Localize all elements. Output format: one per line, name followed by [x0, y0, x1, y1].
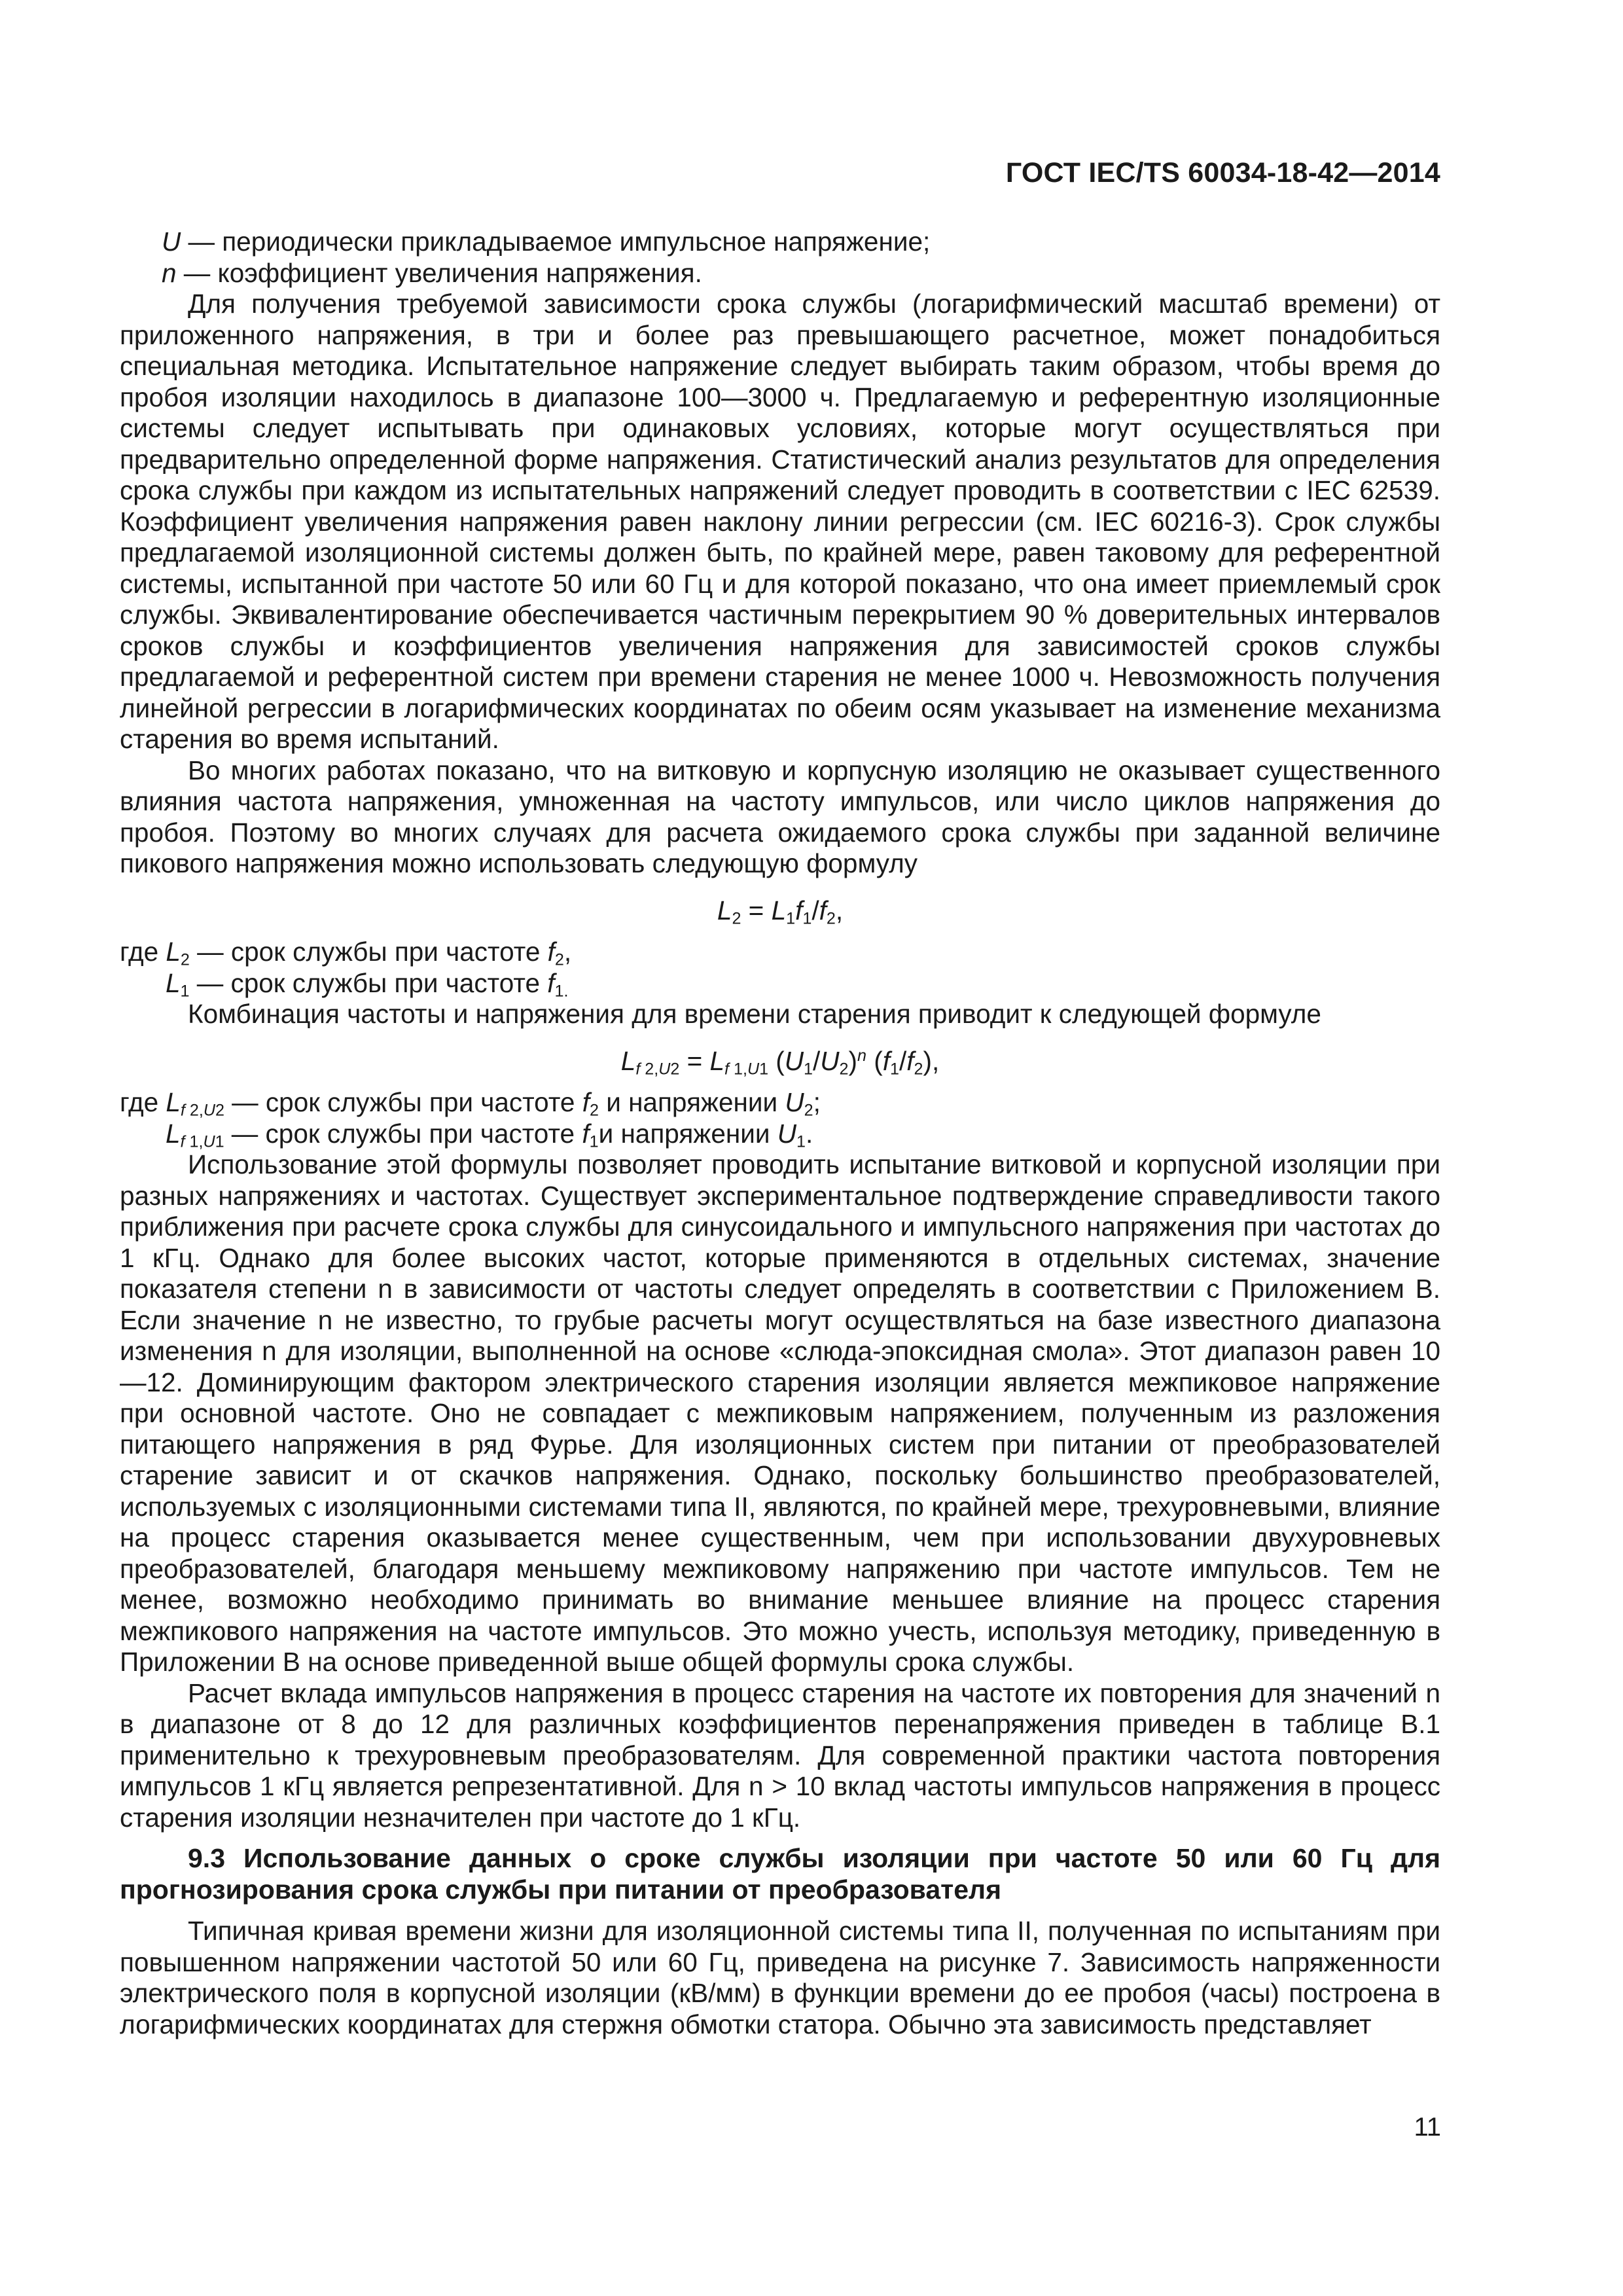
page-number: 11	[1414, 2113, 1441, 2142]
section-heading-9-3: 9.3 Использование данных о сроке службы изоляции при частоте 50 или 60 Гц для прогнозирования срока службы при питании от преобразователя	[120, 1843, 1440, 1905]
where2-line2-mid: и напряжении	[598, 1118, 777, 1149]
symbol-n: n	[162, 257, 177, 288]
symbol-u: U	[162, 226, 181, 257]
definition-u-text: — периодически прикладываемое импульсное напряжение;	[181, 226, 931, 257]
where1-line2-text: — срок службы при частоте	[189, 967, 548, 998]
page-content	[120, 226, 1440, 2040]
formula-1: $L_2 = L_1f_1/f_2$,	[717, 895, 844, 927]
where2-line1-mid: и напряжении	[598, 1087, 785, 1117]
where2-line1: где $L_{f 2,U2}$ — срок службы при частоте $f_2$ и напряжении $U_2$;	[120, 1087, 821, 1120]
paragraph-5: Расчет вклада импульсов напряжения в процесс старения на частоте их повторения для значений n в диапазоне от 8 до 12 для различных коэффициентов перенапряжения приведен в таблице В.1 применительно к трехуровневым преобразователям. Для современной практики частота повторения импульсов 1 кГц является репрезентативной. Для n > 10 вклад частоты импульсов напряжения в процесс старения изоляции незначителен при частоте до 1 кГц.	[120, 1677, 1440, 1833]
where2-prefix: где	[120, 1087, 166, 1117]
document-code-header: ГОСТ IEC/TS 60034-18-42—2014	[1005, 157, 1440, 188]
paragraph-2: Во многих работах показано, что на витковую и корпусную изоляцию не оказывает существенного влияния частота напряжения, умноженная на частоту импульсов, или число циклов напряжения до пробоя. Поэтому во многих случаях для расчета ожидаемого срока службы при заданной величине пикового напряжения можно использовать следующую формулу	[120, 755, 1440, 878]
where2-line2-text: — срок службы при частоте	[224, 1118, 582, 1149]
where2-line1-text: — срок службы при частоте	[224, 1087, 582, 1117]
paragraph-1: Для получения требуемой зависимости срока службы (логарифмический масштаб времени) от приложенного напряжения, в три и более раз превышающего расчетное, может понадобиться специальная методика. Испытательное напряжение следует выбирать таким образом, чтобы время до пробоя изоляции находилось в диапазоне 100—3000 ч. Предлагаемую и референтную изоляционные системы следует испытывать при одинаковых условиях, которые могут осуществляться при предварительно определенной форме напряжения. Статистический анализ результатов для определения срока службы при каждом из испытательных напряжений следует проводить в соответствии с IEC 62539. Коэффициент увеличения напряжения равен наклону линии регрессии (см. IEC 60216-3). Срок службы предлагаемой изоляционной системы должен быть, по крайней мере, равен таковому для референтной системы, испытанной при частоте 50 или 60 Гц и для которой показано, что она имеет приемлемый срок службы. Эквивалентирование обеспечивается частичным перекрытием 90 % доверительных интервалов сроков службы и коэффициентов увеличения напряжения для зависимостей сроков службы предлагаемой и референтной систем при времени старения не менее 1000 ч. Невозможность получения линейной регрессии в логарифмических координатах по обеим осям указывает на изменение механизма старения во время испытаний.	[120, 289, 1440, 754]
where1-prefix: где	[120, 937, 166, 967]
paragraph-3: Комбинация частоты и напряжения для времени старения приводит к следующей формуле	[188, 999, 1321, 1029]
definition-n	[120, 258, 1440, 289]
definition-n-text: — коэффициент увеличения напряжения.	[176, 257, 702, 288]
paragraph-6: Типичная кривая времени жизни для изоляционной системы типа II, полученная по испытаниям при повышенном напряжении частотой 50 или 60 Гц, приведена на рисунке 7. Зависимость напряженности электрического поля в корпусной изоляции (кВ/мм) в функции времени до ее пробоя (часы) построена в логарифмических координатах для стержня обмотки статора. Обычно эта зависимость представляет	[120, 1916, 1440, 2039]
formula-2: $L_{f 2,U2} = L_{f 1,U1}$ $(U_1/U_2)^n$ $(f_1/f_2)$,	[620, 1045, 940, 1078]
where1-line1: где $L_2$ — срок службы при частоте $f_2$,	[120, 937, 572, 969]
where1-line2: $L_1$ — срок службы при частоте $f_{1.}$	[166, 967, 569, 1000]
where1-line1-text: — срок службы при частоте	[189, 937, 548, 967]
where2-line2: $L_{f 1,U1}$ — срок службы при частоте $f_1и$ напряжении $U_1$.	[166, 1118, 813, 1151]
paragraph-4: Использование этой формулы позволяет проводить испытание витковой и корпусной изоляции при разных напряжениях и частотах. Существует экспериментальное подтверждение справедливости такого приближения при расчете срока службы для синусоидального и импульсного напряжения при частотах до 1 кГц. Однако для более высоких частот, которые применяются в отдельных системах, значение показателя степени n в зависимости от частоты следует определять в соответствии с Приложением В. Если значение n не известно, то грубые расчеты могут осуществляться на базе известного диапазона изменения n для изоляции, выполненной на основе «слюда-эпоксидная смола». Этот диапазон равен 10—12. Доминирующим фактором электрического старения изоляции является межпиковое напряжение при основной частоте. Оно не совпадает с межпиковым напряжением, полученным из разложения питающего напряжения в ряд Фурье. Для изоляционных систем при питании от преобразователей старение зависит и от скачков напряжения. Однако, поскольку большинство преобразователей, используемых с изоляционными системами типа II, являются, по крайней мере, трехуровневыми, влияние на процесс старения оказывается менее существенным, чем при использовании двухуровневых преобразователей, благодаря меньшему межпиковому напряжению при частоте импульсов. Тем не менее, возможно необходимо принимать во внимание меньшее влияние на процесс старения межпикового напряжения на частоте импульсов. Это можно учесть, используя методику, приведенную в Приложении В на основе приведенной выше общей формулы срока службы.	[120, 1149, 1440, 1677]
definition-u	[120, 226, 1440, 258]
